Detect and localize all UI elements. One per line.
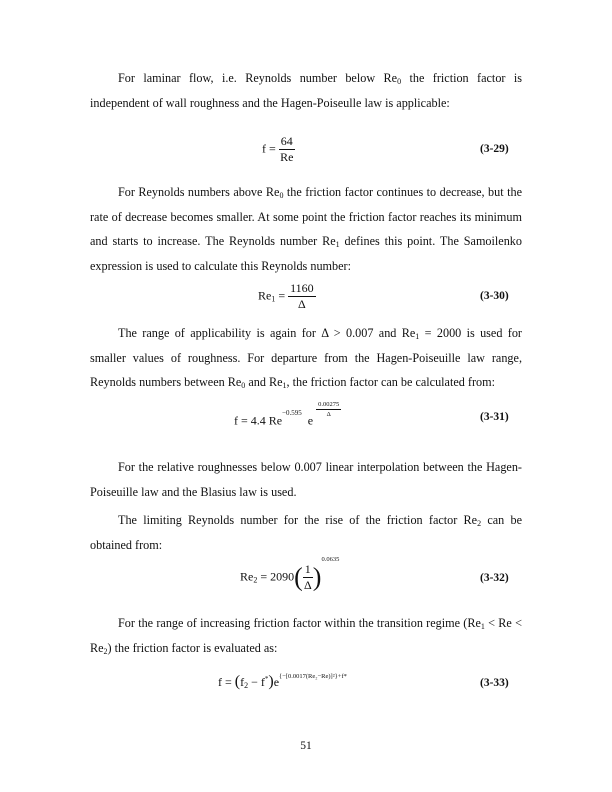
equation-lhs: f = 4.4 Re: [234, 413, 283, 428]
equation-lhs: f =: [218, 675, 232, 689]
paragraph-reynolds-above: [90, 180, 522, 278]
numerator: 0.00275: [318, 401, 340, 408]
text: For the relative roughnesses below 0.007 linear interpolation between the Hagen-Poiseuille law and the Blasius law is used.: [90, 460, 522, 499]
exponent-fraction: [316, 400, 341, 419]
equation-number-3-29: (3-29): [480, 143, 509, 155]
numerator: 64: [280, 134, 293, 148]
text: For the range of increasing friction factor within the transition regime (Re: [118, 616, 481, 630]
text: can be obtained from:: [90, 513, 522, 552]
euler-e: e: [307, 413, 314, 428]
subscript: 1: [271, 294, 276, 304]
paragraph-limiting-reynolds: [90, 508, 522, 557]
numerator: 1: [304, 562, 311, 576]
subscript: 1: [282, 381, 287, 390]
text: the friction factor continues to decrease, but the rate of decrease becomes smaller. At some point the friction factor reaches its minimum and starts to increase. The Reynolds number Re: [90, 185, 522, 248]
equation-3-29: [262, 134, 295, 165]
text: The limiting Reynolds number for the rise of the friction factor Re: [118, 513, 478, 527]
coefficient: = 2090: [257, 569, 295, 584]
equation-number-3-33: (3-33): [480, 677, 509, 689]
fraction: [303, 562, 313, 593]
text: , the friction factor can be calculated from:: [286, 375, 495, 389]
exponent: {−[0.0017(Re₂−Re)]²}+f*: [279, 673, 347, 680]
denominator: Δ: [303, 578, 312, 592]
equation-number-3-31: (3-31): [480, 411, 509, 423]
paragraph-range-applicability: [90, 321, 522, 395]
equation-3-31: [234, 401, 341, 431]
equation-number-3-32: (3-32): [480, 572, 509, 584]
subscript: 2: [244, 681, 249, 690]
f2: f: [240, 675, 245, 689]
text: < Re < Re: [90, 616, 522, 655]
text: = 2000 is used for smaller values of roughness. For departure from the Hagen-Poiseuille law range, Reynolds numbers between Re: [90, 326, 522, 389]
fraction: [288, 281, 316, 312]
subscript: 1: [480, 622, 485, 631]
equation-lhs: f =: [262, 141, 276, 156]
fraction: [279, 134, 295, 165]
denominator: Δ: [326, 411, 331, 418]
text: ) the friction factor is evaluated as:: [107, 640, 278, 655]
right-paren: ): [268, 673, 274, 690]
numerator: 1160: [290, 281, 314, 295]
subscript: 2: [253, 575, 258, 585]
denominator: Δ: [298, 297, 306, 311]
star: *: [264, 675, 269, 683]
euler-e: e: [273, 675, 280, 689]
paragraph-relative-roughness: [90, 455, 522, 504]
text: The range of applicability is again for Δ > 0.007 and Re: [118, 326, 416, 340]
equation-3-32: [240, 556, 340, 593]
text: and Re: [245, 375, 283, 389]
page-number: 51: [300, 740, 312, 752]
exponent: −0.595: [282, 409, 302, 418]
subscript: 2: [103, 646, 108, 656]
exponent: 0.0635: [321, 556, 340, 564]
paragraph-laminar-flow: [90, 66, 522, 115]
minus-f-star: − f: [248, 675, 265, 689]
left-paren: (: [294, 562, 303, 592]
subscript: 1: [415, 332, 420, 341]
equation-lhs: Re: [258, 288, 272, 303]
equation-lhs: Re: [240, 569, 254, 584]
text: the friction factor is independent of wall roughness and the Hagen-Poiseulle law is applicable:: [90, 71, 523, 110]
right-paren: ): [312, 562, 322, 592]
equation-3-30: [258, 281, 316, 312]
denominator: Re: [280, 150, 294, 164]
paragraph-increasing-friction: [90, 611, 522, 660]
equation-3-33: [218, 673, 347, 691]
subscript: 0: [279, 191, 284, 200]
text: For laminar flow, i.e. Reynolds number below Re: [118, 71, 398, 85]
equals-sign: =: [275, 288, 286, 303]
subscript: 0: [397, 77, 402, 86]
subscript: 1: [335, 240, 340, 249]
subscript: 0: [241, 381, 246, 390]
text: For Reynolds numbers above Re: [118, 185, 280, 199]
text: defines this point. The Samoilenko expression is used to calculate this Reynolds number:: [90, 234, 522, 273]
subscript: 2: [477, 519, 482, 528]
equation-number-3-30: (3-30): [480, 290, 509, 302]
left-paren: (: [234, 673, 241, 690]
